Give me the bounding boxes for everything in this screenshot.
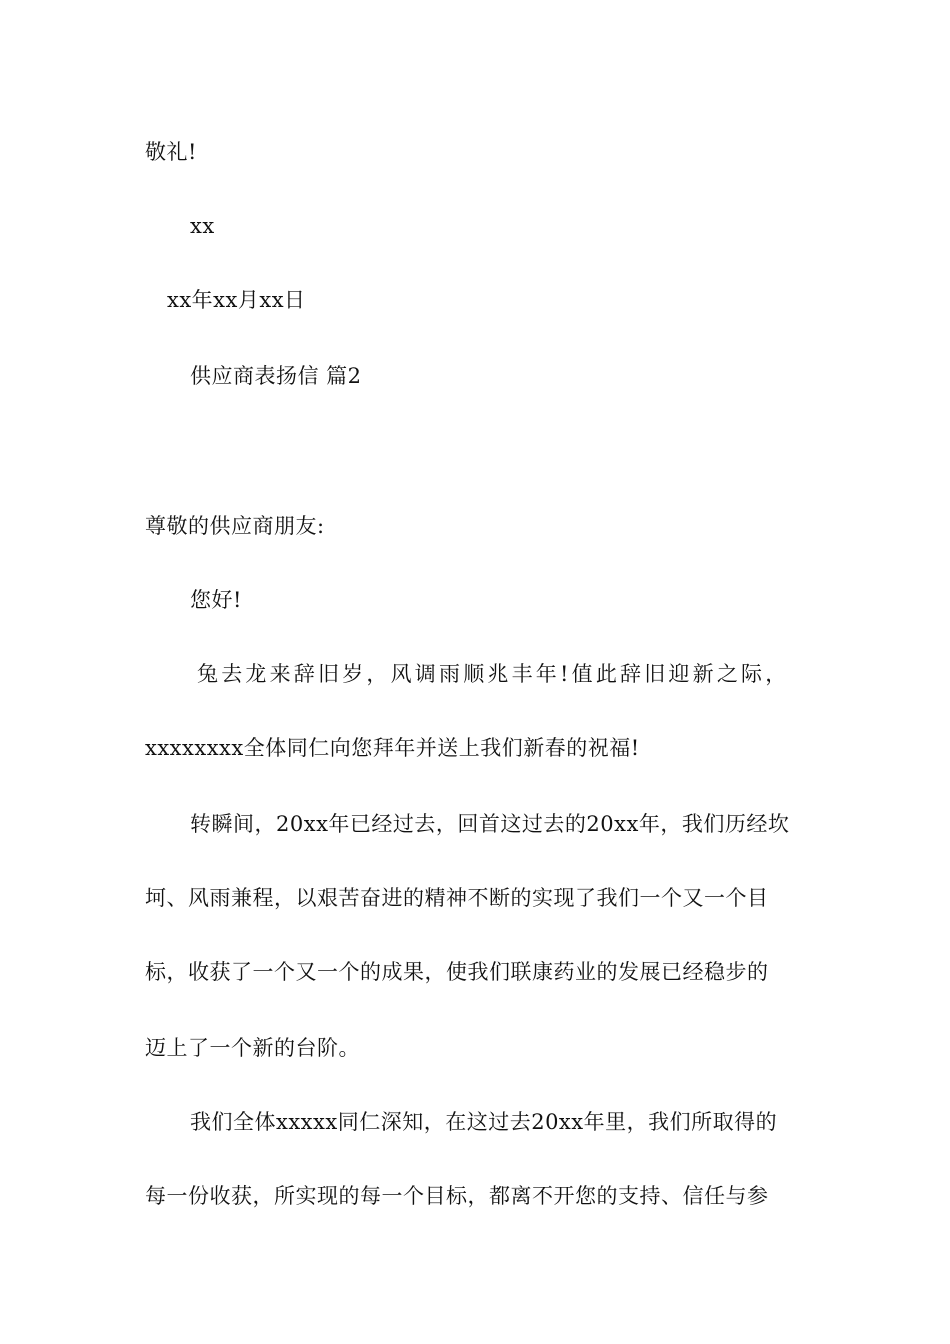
signature-date: xx年xx月xx日 — [167, 288, 306, 312]
paragraph-line: 坷、风雨兼程，以艰苦奋进的精神不断的实现了我们一个又一个目 — [145, 886, 769, 910]
signature-name: xx — [190, 214, 215, 238]
paragraph-line: 转瞬间，20xx年已经过去，回首这过去的20xx年，我们历经坎 — [190, 812, 790, 836]
section-title: 供应商表扬信 篇2 — [190, 364, 362, 388]
paragraph-line: 兔去龙来辞旧岁，风调雨顺兆丰年!值此辞旧迎新之际， — [197, 662, 790, 686]
paragraph-line: 我们全体xxxxx同仁深知，在这过去20xx年里，我们所取得的 — [190, 1110, 778, 1134]
paragraph-line: xxxxxxxx全体同仁向您拜年并送上我们新春的祝福! — [145, 736, 640, 760]
closing-salutation: 敬礼! — [145, 140, 197, 164]
salutation: 您好! — [190, 588, 242, 612]
paragraph-line: 每一份收获，所实现的每一个目标，都离不开您的支持、信任与参 — [145, 1184, 769, 1208]
greeting: 尊敬的供应商朋友: — [145, 514, 325, 538]
paragraph-line: 迈上了一个新的台阶。 — [145, 1036, 360, 1060]
paragraph-line: 标，收获了一个又一个的成果，使我们联康药业的发展已经稳步的 — [145, 960, 769, 984]
